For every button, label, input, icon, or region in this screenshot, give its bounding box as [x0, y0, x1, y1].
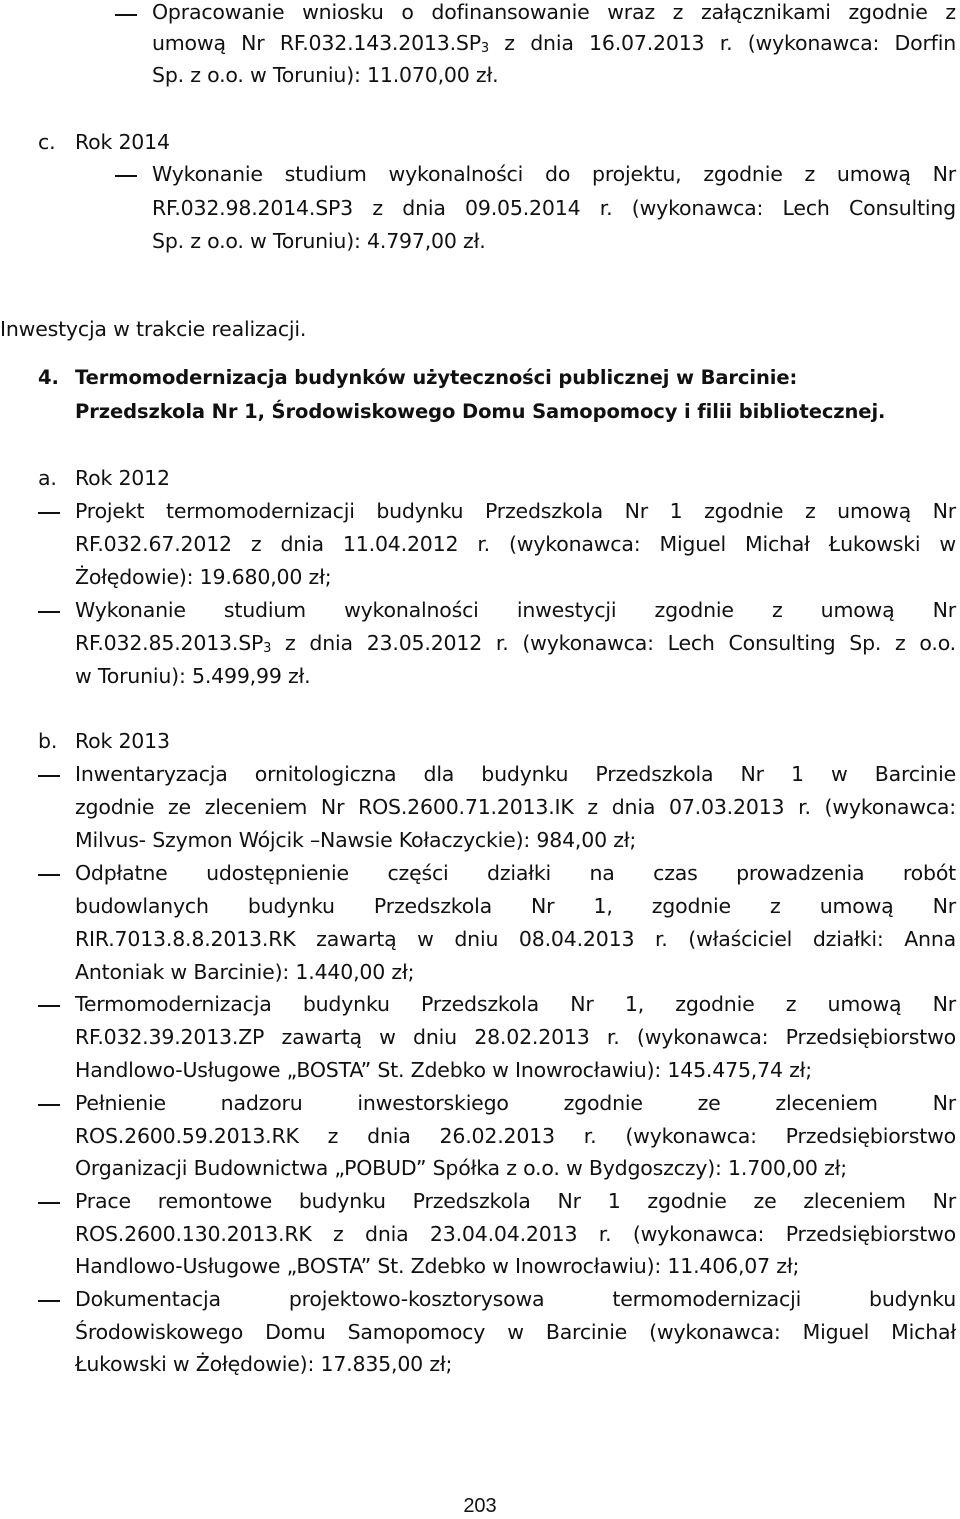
section-number: 4.	[38, 366, 59, 389]
list-item-text: Żołędowie): 19.680,00 zł;	[75, 565, 332, 589]
section-heading: Rok 2013	[75, 729, 170, 753]
section-heading: Rok 2012	[75, 466, 170, 490]
list-item-text: Odpłatne udostępnienie części działki na czas prowadzenia robót	[75, 861, 956, 885]
section-heading: Rok 2014	[75, 130, 170, 154]
list-dash	[38, 1104, 60, 1106]
list-item-text: Termomodernizacja budynku Przedszkola Nr 1, zgodnie z umową Nr	[75, 992, 956, 1016]
section-label: b.	[38, 729, 58, 753]
list-dash	[38, 775, 60, 777]
list-item-text: RIR.7013.8.8.2013.RK zawartą w dniu 08.04.2013 r. (właściciel działki: Anna	[75, 927, 956, 951]
list-item-text: Dokumentacja projektowo-kosztorysowa termomodernizacji budynku	[75, 1287, 956, 1311]
list-dash	[38, 1202, 60, 1204]
list-dash	[38, 874, 60, 876]
list-dash	[115, 175, 137, 177]
list-dash	[38, 1005, 60, 1007]
section-title: Termomodernizacja budynków użyteczności publicznej w Barcinie:	[75, 366, 798, 389]
list-item-text: Wykonanie studium wykonalności inwestycji zgodnie z umową Nr	[75, 598, 956, 622]
list-item-text: RF.032.98.2014.SP3 z dnia 09.05.2014 r. (wykonawca: Lech Consulting	[152, 196, 956, 220]
list-item-text: Sp. z o.o. w Toruniu): 4.797,00 zł.	[152, 229, 486, 253]
list-item-text: Milvus- Szymon Wójcik –Nawsie Kołaczyckie): 984,00 zł;	[75, 828, 637, 852]
list-item-text: Opracowanie wniosku o dofinansowanie wraz z załącznikami zgodnie z	[152, 0, 956, 24]
list-item-text: Środowiskowego Domu Samopomocy w Barcinie (wykonawca: Miguel Michał	[75, 1320, 956, 1344]
list-item-text: ROS.2600.130.2013.RK z dnia 23.04.04.2013 r. (wykonawca: Przedsiębiorstwo	[75, 1222, 956, 1246]
list-item-text: Handlowo-Usługowe „BOSTA” St. Zdebko w Inowrocławiu): 11.406,07 zł;	[75, 1254, 800, 1278]
list-item-text: Wykonanie studium wykonalności do projektu, zgodnie z umową Nr	[152, 162, 956, 186]
list-item-text: Organizacji Budownictwa „POBUD” Spółka z o.o. w Bydgoszczy): 1.700,00 zł;	[75, 1156, 847, 1180]
section-label: a.	[38, 466, 57, 490]
list-item-text: Handlowo-Usługowe „BOSTA” St. Zdebko w Inowrocławiu): 145.475,74 zł;	[75, 1058, 812, 1082]
list-dash	[38, 512, 60, 514]
list-item-text: Inwentaryzacja ornitologiczna dla budynku Przedszkola Nr 1 w Barcinie	[75, 762, 956, 786]
list-item-text: RF.032.39.2013.ZP zawartą w dniu 28.02.2013 r. (wykonawca: Przedsiębiorstwo	[75, 1025, 956, 1049]
list-dash	[38, 1300, 60, 1302]
list-item-text: umową Nr RF.032.143.2013.SP3 z dnia 16.07.2013 r. (wykonawca: Dorfin	[152, 31, 956, 56]
list-item-text: w Toruniu): 5.499,99 zł.	[75, 664, 311, 688]
list-item-text: RF.032.85.2013.SP3 z dnia 23.05.2012 r. (wykonawca: Lech Consulting Sp. z o.o.	[75, 631, 956, 656]
list-item-text: Antoniak w Barcinie): 1.440,00 zł;	[75, 960, 415, 984]
list-item-text: ROS.2600.59.2013.RK z dnia 26.02.2013 r. (wykonawca: Przedsiębiorstwo	[75, 1124, 956, 1148]
list-dash	[38, 611, 60, 613]
section-title: Przedszkola Nr 1, Środowiskowego Domu Samopomocy i filii bibliotecznej.	[75, 400, 886, 423]
list-item-text: Sp. z o.o. w Toruniu): 11.070,00 zł.	[152, 63, 499, 87]
list-item-text: zgodnie ze zleceniem Nr ROS.2600.71.2013.IK z dnia 07.03.2013 r. (wykonawca:	[75, 795, 956, 819]
status-text: Inwestycja w trakcie realizacji.	[0, 317, 307, 341]
section-label: c.	[38, 130, 56, 154]
list-dash	[115, 14, 137, 16]
list-item-text: Projekt termomodernizacji budynku Przedszkola Nr 1 zgodnie z umową Nr	[75, 499, 956, 523]
list-item-text: budowlanych budynku Przedszkola Nr 1, zgodnie z umową Nr	[75, 894, 956, 918]
list-item-text: Pełnienie nadzoru inwestorskiego zgodnie ze zleceniem Nr	[75, 1091, 956, 1115]
list-item-text: RF.032.67.2012 z dnia 11.04.2012 r. (wykonawca: Miguel Michał Łukowski w	[75, 532, 956, 556]
list-item-text: Łukowski w Żołędowie): 17.835,00 zł;	[75, 1352, 453, 1376]
list-item-text: Prace remontowe budynku Przedszkola Nr 1 zgodnie ze zleceniem Nr	[75, 1189, 956, 1213]
page-number: 203	[463, 1495, 497, 1517]
